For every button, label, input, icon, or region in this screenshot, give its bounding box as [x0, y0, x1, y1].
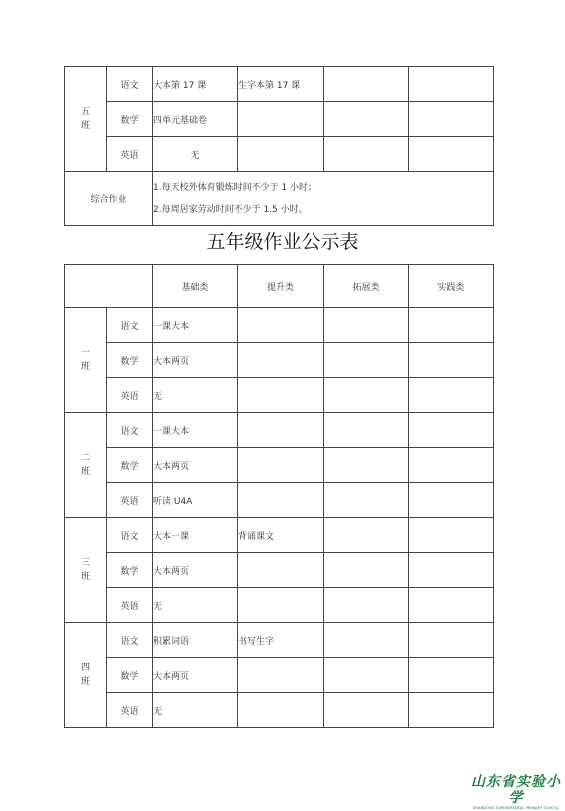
basic-cell: 听读 U4A	[153, 483, 238, 518]
page-title: 五年级作业公示表	[206, 231, 359, 253]
summary-label: 综合作业	[65, 172, 153, 226]
basic-cell: 大本两页	[153, 553, 238, 588]
header-practice: 实践类	[409, 265, 494, 308]
basic-cell: 无	[153, 378, 238, 413]
subject-cell: 数学	[107, 448, 153, 483]
subject-cell: 英语	[107, 483, 153, 518]
subject-cell: 英语	[107, 378, 153, 413]
table-row	[65, 588, 494, 623]
subject-cell: 语文	[107, 413, 153, 448]
basic-cell: 四单元基础卷	[153, 102, 238, 137]
improve-cell	[238, 413, 324, 448]
table-row	[65, 693, 494, 728]
table-row	[65, 518, 494, 553]
top-homework-table	[64, 66, 494, 226]
extend-cell	[324, 518, 409, 553]
basic-cell: 一课大本	[153, 308, 238, 343]
basic-cell: 大本一课	[153, 518, 238, 553]
practice-cell	[409, 67, 494, 102]
improve-cell	[238, 588, 324, 623]
table-row	[65, 413, 494, 448]
extend-cell	[324, 378, 409, 413]
practice-cell	[409, 102, 494, 137]
table-row	[65, 67, 494, 102]
basic-cell: 大本第 17 课	[153, 67, 238, 102]
improve-cell	[238, 378, 324, 413]
extend-cell	[324, 448, 409, 483]
class-label: 二 班	[65, 413, 107, 518]
summary-row	[65, 172, 494, 226]
subject-cell: 英语	[107, 588, 153, 623]
basic-cell: 大本两页	[153, 343, 238, 378]
extend-cell	[324, 553, 409, 588]
summary-line: 2.每周居家劳动时间不少于 1.5 小时。	[153, 204, 308, 215]
improve-cell	[238, 343, 324, 378]
practice-cell	[409, 413, 494, 448]
practice-cell	[409, 623, 494, 658]
subject-cell: 语文	[107, 67, 153, 102]
basic-cell: 积累词语	[153, 623, 238, 658]
class-label: 五 班	[65, 67, 107, 172]
extend-cell	[324, 343, 409, 378]
summary-content	[153, 172, 494, 226]
school-logo	[470, 774, 562, 811]
extend-cell	[324, 137, 409, 172]
subject-cell: 英语	[107, 693, 153, 728]
practice-cell	[409, 448, 494, 483]
basic-cell: 无	[153, 693, 238, 728]
improve-cell	[238, 483, 324, 518]
logo-name-en: SHANDONG EXPERIMENTAL PRIMARY SCHOOL	[472, 806, 560, 810]
improve-cell	[238, 137, 324, 172]
class-label: 一 班	[65, 308, 107, 413]
class-label: 四 班	[65, 623, 107, 728]
practice-cell	[409, 658, 494, 693]
extend-cell	[324, 67, 409, 102]
subject-cell: 数学	[107, 553, 153, 588]
table-row	[65, 343, 494, 378]
table-row	[65, 102, 494, 137]
table-row	[65, 483, 494, 518]
extend-cell	[324, 623, 409, 658]
class-label: 三 班	[65, 518, 107, 623]
subject-cell: 语文	[107, 623, 153, 658]
table-row	[65, 378, 494, 413]
improve-cell	[238, 693, 324, 728]
basic-cell: 大本两页	[153, 658, 238, 693]
header-row	[65, 265, 494, 308]
practice-cell	[409, 137, 494, 172]
subject-cell: 数学	[107, 343, 153, 378]
table-row	[65, 308, 494, 343]
summary-line: 1.每天校外体育锻炼时间不少于 1 小时；	[153, 182, 318, 193]
subject-cell: 数学	[107, 658, 153, 693]
practice-cell	[409, 343, 494, 378]
subject-cell: 语文	[107, 308, 153, 343]
extend-cell	[324, 102, 409, 137]
subject-cell: 语文	[107, 518, 153, 553]
table-row	[65, 137, 494, 172]
improve-cell	[238, 553, 324, 588]
practice-cell	[409, 483, 494, 518]
improve-cell	[238, 102, 324, 137]
improve-cell	[238, 448, 324, 483]
subject-cell: 数学	[107, 102, 153, 137]
practice-cell	[409, 308, 494, 343]
table-row	[65, 623, 494, 658]
improve-cell	[238, 308, 324, 343]
practice-cell	[409, 553, 494, 588]
extend-cell	[324, 308, 409, 343]
header-basic: 基础类	[153, 265, 238, 308]
extend-cell	[324, 483, 409, 518]
header-extend: 拓展类	[324, 265, 409, 308]
logo-name-cn: 山东省实验小学	[471, 774, 561, 806]
extend-cell	[324, 588, 409, 623]
practice-cell	[409, 693, 494, 728]
extend-cell	[324, 658, 409, 693]
basic-cell: 无	[153, 588, 238, 623]
improve-cell	[238, 658, 324, 693]
table-row	[65, 448, 494, 483]
table-row	[65, 658, 494, 693]
main-homework-table	[64, 264, 494, 728]
basic-cell: 一课大本	[153, 413, 238, 448]
extend-cell	[324, 693, 409, 728]
basic-cell: 大本两页	[153, 448, 238, 483]
improve-cell: 背诵课文	[238, 518, 324, 553]
practice-cell	[409, 378, 494, 413]
subject-cell: 英语	[107, 137, 153, 172]
practice-cell	[409, 588, 494, 623]
basic-cell: 无	[153, 137, 238, 172]
practice-cell	[409, 518, 494, 553]
header-blank-cell	[65, 265, 153, 308]
improve-cell: 生字本第 17 课	[238, 67, 324, 102]
header-improve: 提升类	[238, 265, 324, 308]
improve-cell: 书写生字	[238, 623, 324, 658]
extend-cell	[324, 413, 409, 448]
table-row	[65, 553, 494, 588]
